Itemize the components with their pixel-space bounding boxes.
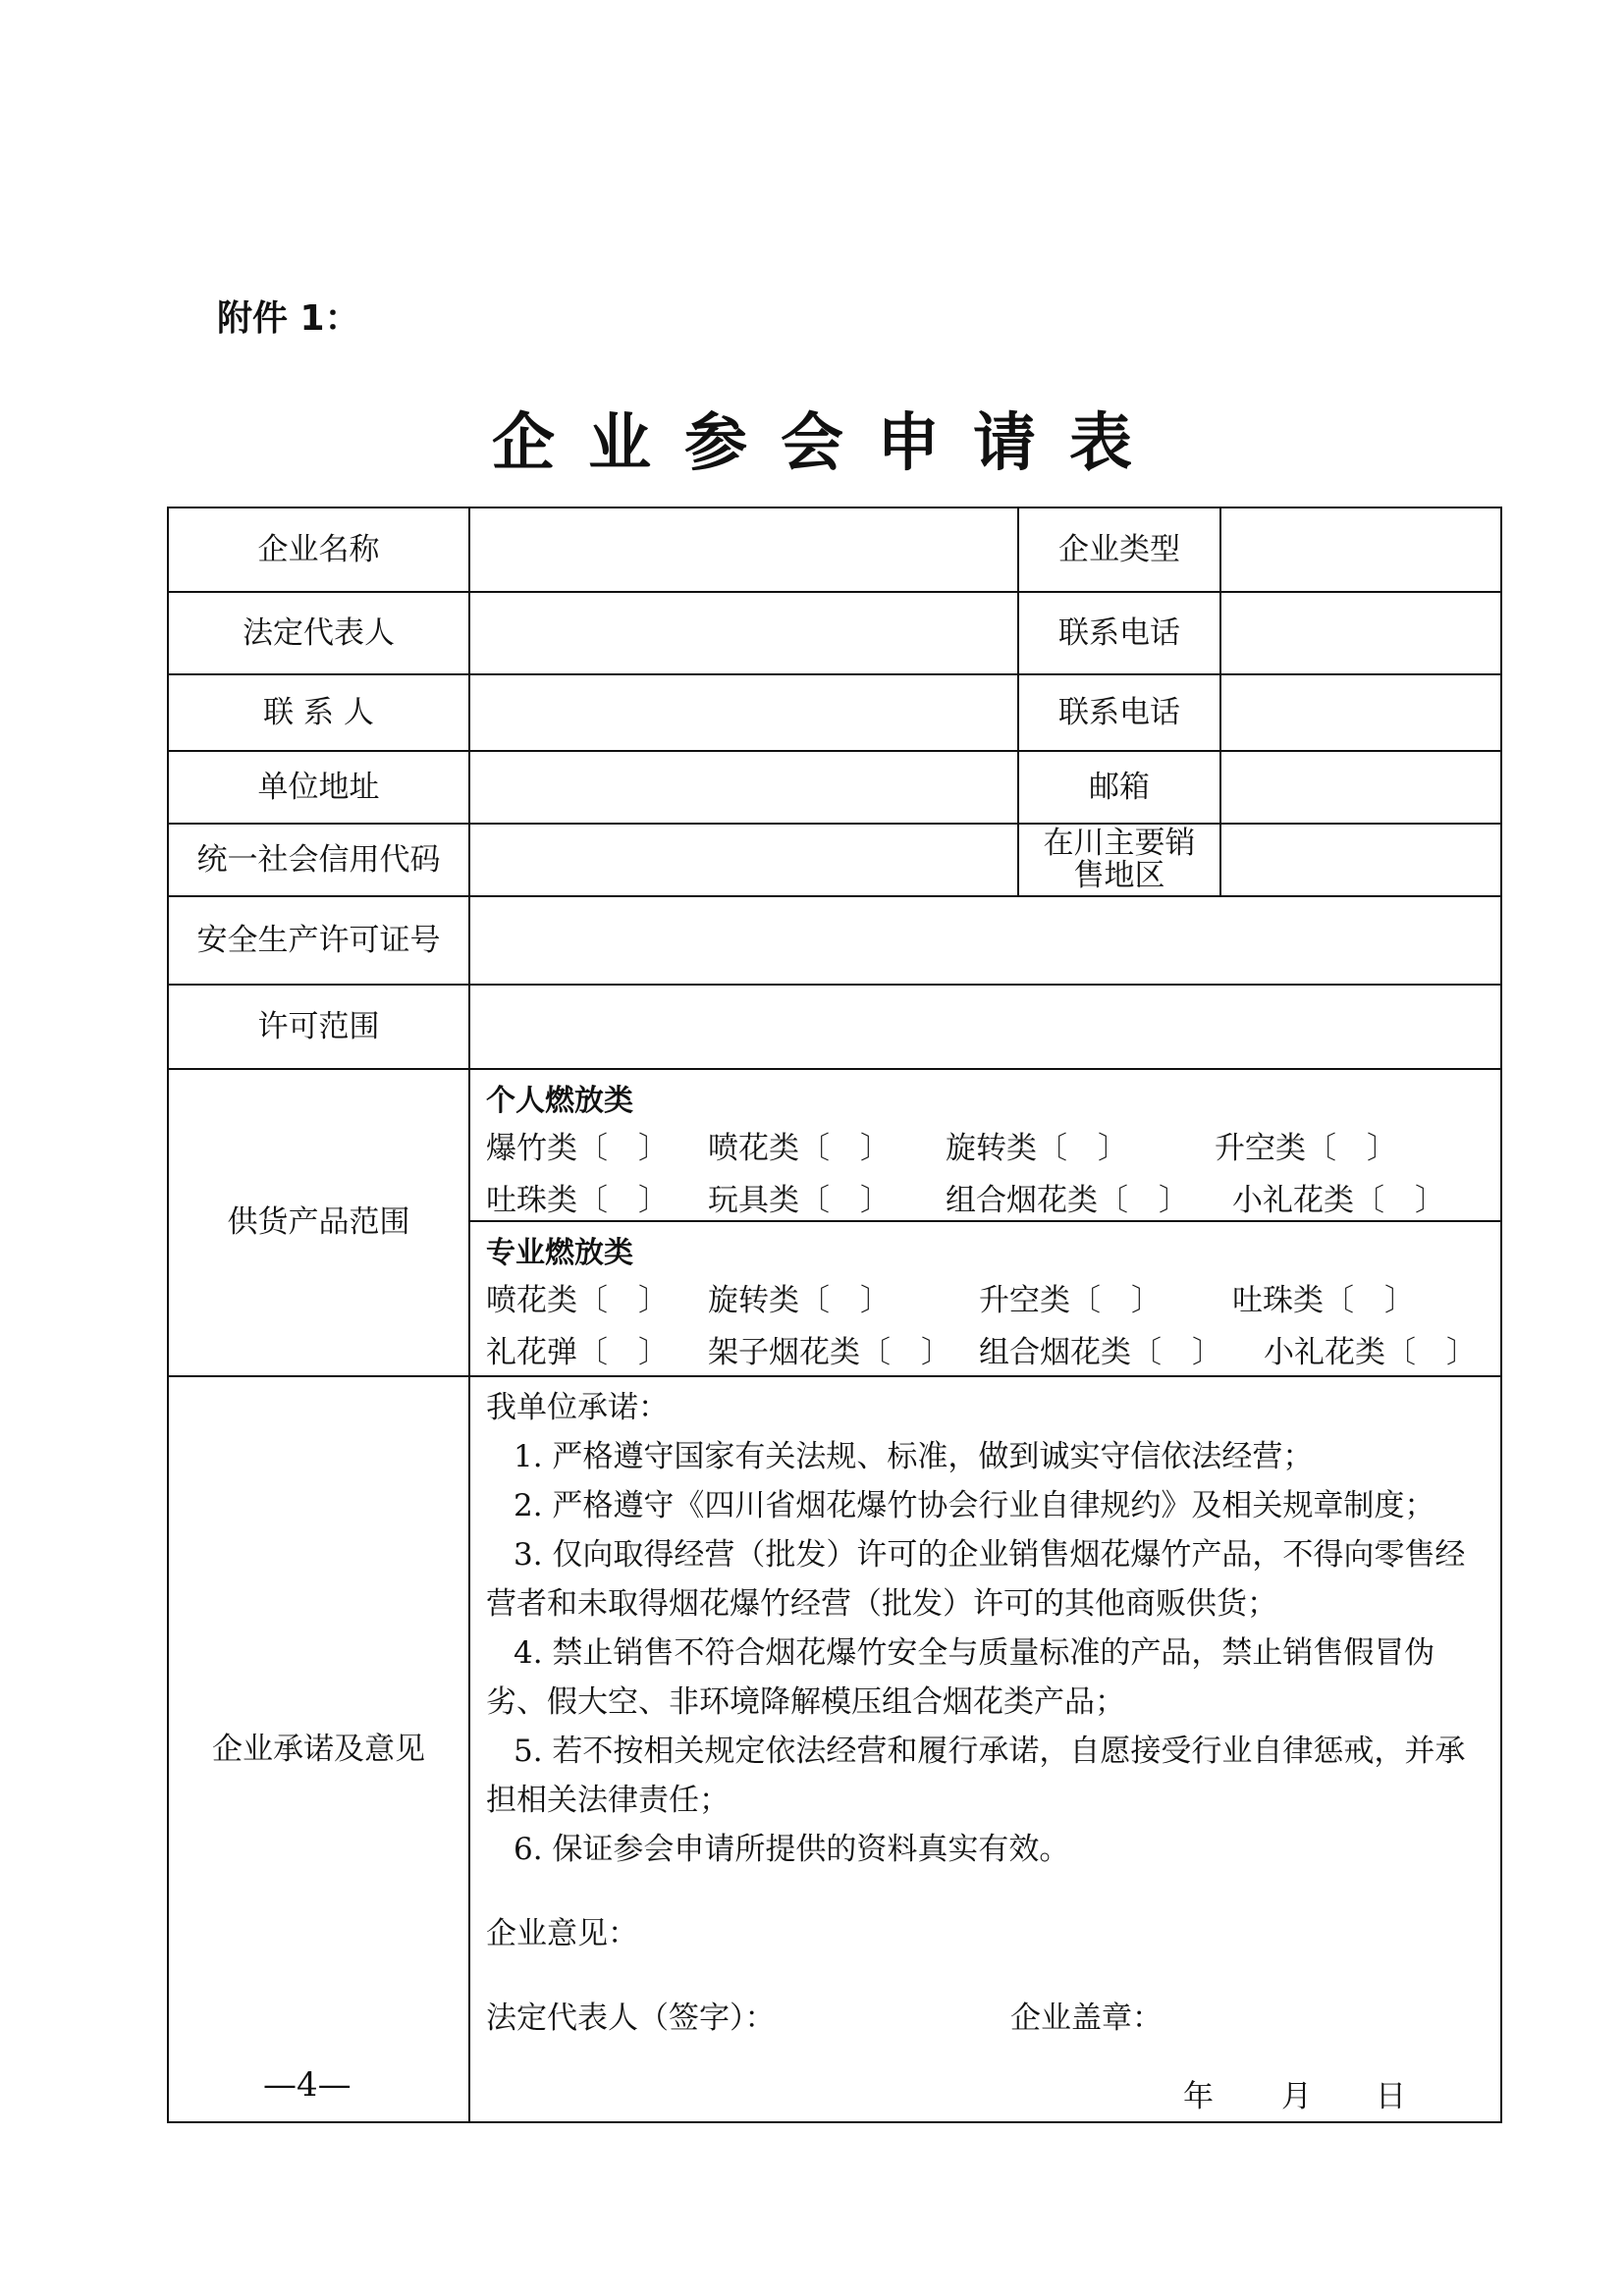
personal-item-checkbox[interactable]: 吐珠类〔 〕 — [486, 1183, 669, 1218]
personal-item-checkbox[interactable]: 玩具类〔 〕 — [708, 1183, 891, 1218]
professional-item-checkbox[interactable]: 小礼花类〔 〕 — [1264, 1335, 1477, 1370]
personal-item-checkbox[interactable]: 旋转类〔 〕 — [946, 1131, 1128, 1166]
date-month-label: 月 — [1281, 2079, 1312, 2114]
personal-item-checkbox[interactable]: 喷花类〔 〕 — [708, 1131, 891, 1166]
date-row — [486, 2072, 1487, 2121]
personal-item-checkbox[interactable]: 爆竹类〔 〕 — [486, 1131, 669, 1166]
legal-rep-field[interactable] — [469, 592, 1018, 674]
commitment-cell — [469, 1376, 1501, 2122]
table-row — [168, 507, 1501, 592]
professional-item-checkbox[interactable]: 架子烟花类〔 〕 — [708, 1335, 951, 1370]
commitment-item: 6. 保证参会申请所提供的资料真实有效。 — [514, 1832, 1070, 1867]
company-opinion-label: 企业意见： — [486, 1916, 638, 1951]
supply-scope-label: 供货产品范围 — [168, 1069, 469, 1376]
professional-item-checkbox[interactable]: 喷花类〔 〕 — [486, 1283, 669, 1318]
attachment-label: 附件 1： — [217, 298, 360, 339]
professional-item-checkbox[interactable]: 吐珠类〔 〕 — [1232, 1283, 1415, 1318]
table-row — [168, 824, 1501, 896]
license-no-field[interactable] — [469, 896, 1501, 985]
legal-rep-phone-label: 联系电话 — [1018, 592, 1220, 674]
license-scope-field[interactable] — [469, 985, 1501, 1069]
contact-phone-field[interactable] — [1220, 674, 1501, 751]
application-form-table — [167, 507, 1502, 2123]
professional-section — [470, 1220, 1500, 1375]
address-field[interactable] — [469, 751, 1018, 824]
company-name-label: 企业名称 — [168, 507, 469, 592]
personal-item-checkbox[interactable]: 升空类〔 〕 — [1215, 1131, 1397, 1166]
table-row — [168, 751, 1501, 824]
commitment-item: 3. 仅向取得经营（批发）许可的企业销售烟花爆竹产品，不得向零售经营者和未取得烟花爆竹经营（批发）许可的其他商贩供货； — [486, 1537, 1466, 1622]
contact-field[interactable] — [469, 674, 1018, 751]
legal-rep-signature-label: 法定代表人（签字）： — [486, 2001, 776, 2036]
address-label: 单位地址 — [168, 751, 469, 824]
company-name-field[interactable] — [469, 507, 1018, 592]
commitment-intro: 我单位承诺： — [486, 1390, 669, 1425]
email-field[interactable] — [1220, 751, 1501, 824]
sales-region-label-line2: 售地区 — [1073, 858, 1165, 893]
email-label: 邮箱 — [1018, 751, 1220, 824]
professional-item-checkbox[interactable]: 礼花弹〔 〕 — [486, 1335, 669, 1370]
professional-item-checkbox[interactable]: 旋转类〔 〕 — [708, 1283, 891, 1318]
company-type-label: 企业类型 — [1018, 507, 1220, 592]
personal-row-1 — [486, 1123, 1487, 1175]
sales-region-field[interactable] — [1220, 824, 1501, 896]
professional-row-1 — [486, 1275, 1487, 1327]
table-row — [168, 896, 1501, 985]
professional-section-title: 专业燃放类 — [486, 1236, 633, 1270]
commitment-item: 4. 禁止销售不符合烟花爆竹安全与质量标准的产品，禁止销售假冒伪劣、假大空、非环境降解模压组合烟花类产品； — [486, 1635, 1435, 1720]
commitment-text — [470, 1377, 1500, 2121]
professional-item-checkbox[interactable]: 升空类〔 〕 — [979, 1283, 1162, 1318]
license-scope-label: 许可范围 — [168, 985, 469, 1069]
personal-row-2 — [486, 1175, 1487, 1227]
contact-label: 联 系 人 — [168, 674, 469, 751]
personal-item-checkbox[interactable]: 小礼花类〔 〕 — [1232, 1183, 1445, 1218]
commitment-item: 1. 严格遵守国家有关法规、标准，做到诚实守信依法经营； — [514, 1439, 1314, 1474]
table-row — [168, 1069, 1501, 1376]
legal-rep-phone-field[interactable] — [1220, 592, 1501, 674]
supply-scope-cell — [469, 1069, 1501, 1376]
professional-row-2 — [486, 1327, 1487, 1379]
signature-row — [486, 1994, 1487, 2043]
personal-section — [470, 1070, 1500, 1220]
company-type-field[interactable] — [1220, 507, 1501, 592]
professional-item-checkbox[interactable]: 组合烟花类〔 〕 — [979, 1335, 1222, 1370]
license-no-label: 安全生产许可证号 — [168, 896, 469, 985]
table-row — [168, 1376, 1501, 2122]
page-number: —4— — [263, 2065, 352, 2105]
company-seal-label: 企业盖章： — [1010, 2001, 1163, 2036]
date-year-label: 年 — [1183, 2079, 1214, 2114]
sales-region-label — [1018, 824, 1220, 896]
page-title: 企业参会申请表 — [492, 407, 1165, 480]
commitment-item: 2. 严格遵守《四川省烟花爆竹协会行业自律规约》及相关规章制度； — [514, 1488, 1435, 1523]
credit-code-field[interactable] — [469, 824, 1018, 896]
table-row — [168, 592, 1501, 674]
personal-item-checkbox[interactable]: 组合烟花类〔 〕 — [946, 1183, 1189, 1218]
legal-rep-label: 法定代表人 — [168, 592, 469, 674]
sales-region-label-line1: 在川主要销 — [1043, 826, 1196, 862]
commitment-item: 5. 若不按相关规定依法经营和履行承诺，自愿接受行业自律惩戒，并承担相关法律责任； — [486, 1734, 1466, 1818]
table-row — [168, 674, 1501, 751]
date-day-label: 日 — [1376, 2079, 1406, 2114]
table-row — [168, 985, 1501, 1069]
credit-code-label: 统一社会信用代码 — [168, 824, 469, 896]
contact-phone-label: 联系电话 — [1018, 674, 1220, 751]
personal-section-title: 个人燃放类 — [486, 1084, 633, 1118]
commitment-label: 企业承诺及意见 — [168, 1376, 469, 2122]
